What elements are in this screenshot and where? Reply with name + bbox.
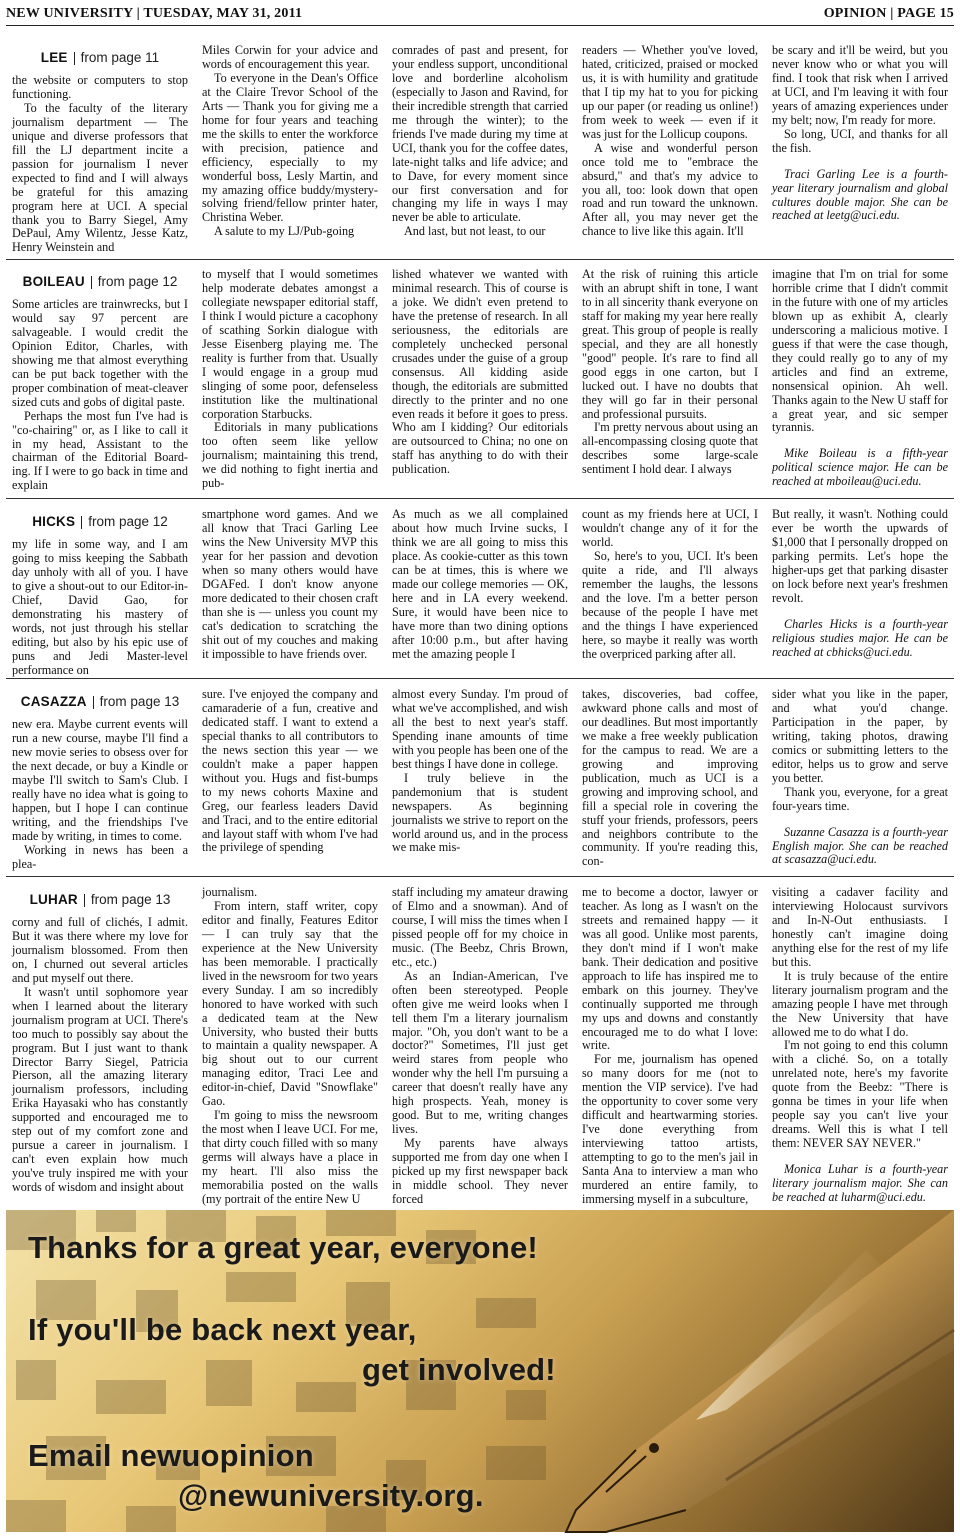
article-column xyxy=(772,688,948,866)
section-separator xyxy=(6,259,954,260)
jump-line xyxy=(12,690,188,714)
article-column xyxy=(772,44,948,250)
jump-author-name: LUHAR xyxy=(29,892,78,908)
jump-line xyxy=(12,510,188,534)
article-column xyxy=(772,268,948,488)
paragraph: Miles Corwin for your advice and words of encouragement this year. xyxy=(202,43,378,71)
paragraph: Perhaps the most fun I've had is "co-chairing" or, as I like to call it in my head, Assistant to the chairman of the Editorial Board-ing. If I were to go back in time and explain xyxy=(12,408,188,493)
paragraph: corny and full of clichés, I admit. But it was there where my love for journalism blossomed. From then on, I churned out several articles and put myself out there. xyxy=(12,915,188,985)
article-casazza xyxy=(6,687,954,871)
section-separator xyxy=(6,876,954,877)
paragraph: A wise and wonderful person once told me to "embrace the absurd," and that's my advice to you all, too: look down that open road and run toward the unknown. After all, you may never get the chance to live like this again. It'll xyxy=(582,140,758,239)
article-column xyxy=(392,688,568,866)
article-column xyxy=(392,44,568,250)
paragraph: I truly believe in the pandemonium that is student newspapers. As beginning journalists we strive to report on the world around us, and in the process we make mis- xyxy=(392,770,569,855)
article-column xyxy=(202,44,378,250)
paragraph: It wasn't until sophomore year when I learned about the literary journalism program at UCI. There's too much to possibly say about the program. But I just want to thank Director Barry Siegel, Patricia Pierson, all the amazing literary journalism professors, including Erika Hayasaki who has constantly supported and encouraged me to step out of my comfort zone and pursue a career in journalism. I can't even explain how much you've truly inspired me with your words of wisdom and insight about xyxy=(12,984,188,1195)
paragraph: imagine that I'm on trial for some horrible crime that I didn't commit in the future with one of my articles blown up as exhibit A, clearly underscoring a malicious motive. I guess if that were the case though, they could really go to any of my articles and find an extreme, nonsensical opinion. Ah well. Thanks again to the New U staff for a great year, and sic semper tyrannis. xyxy=(772,267,948,435)
author-bio: Mike Boileau is a fifth-year political science major. He can be reached at mboileau@uci.edu. xyxy=(772,446,948,489)
masthead-right: OPINION | PAGE 15 xyxy=(823,6,954,21)
paragraph: For me, journalism has opened so many doors for me (not to mention the VIP service). I've had the opportunity to cover some very difficult and heartwarming stories. I've done everything from interviewing tattoo artists, attempting to go to the men's jail in Santa Ana to interview a man who murdered an entire family, to immersing myself in a subculture, xyxy=(582,1052,758,1206)
paragraph: Thank you, everyone, for a great four-years time. xyxy=(772,784,948,813)
article-lee xyxy=(6,43,954,255)
jump-from-page: from page 12 xyxy=(97,274,178,290)
paragraph: smartphone word games. And we all know that Traci Garling Lee wins the New University MVP this year for her passion and devotion when so many others would have DGAFed. I don't know anyone more dedicated to their chosen craft than she is — unless you count my cat's dedication to scratching the shit out of my couches and making it impossible to have friends over. xyxy=(202,507,378,661)
ad-line-email-domain: @newuniversity.org. xyxy=(178,1478,484,1513)
ad-line-get-involved: get involved! xyxy=(362,1352,556,1387)
article-column xyxy=(12,508,188,677)
article-column xyxy=(582,508,758,668)
paragraph: So long, UCI, and thanks for all the fish. xyxy=(772,126,948,155)
jump-divider xyxy=(84,894,85,907)
jump-from-page: from page 13 xyxy=(99,694,180,710)
article-luhar xyxy=(6,886,954,1204)
jump-author-name: CASAZZA xyxy=(20,694,87,710)
author-bio: Traci Garling Lee is a fourth-year literary journalism and global cultures double major. She can be reached at leetg@uci.edu. xyxy=(772,166,948,223)
paragraph: I'm not going to end this column with a cliché. So, on a totally unrelated note, here's my favorite quote from the Beebz: "There is gonna be times in your life when people say you can't live your dreams. Well this is what I tell them: NEVER SAY NEVER." xyxy=(772,1038,948,1151)
jump-from-page: from page 13 xyxy=(90,892,171,908)
jump-divider xyxy=(93,696,94,709)
section-separator xyxy=(6,498,954,499)
article-column xyxy=(202,886,378,1204)
paragraph: To everyone in the Dean's Office at the Claire Trevor School of the Arts — Thank you for giving me a home for four years and teaching me the skills to enter the workforce with precision, patience and efficiency, especially to my wonderful boss, Lesly Martin, and my amazing office buddy/mystery-solving friend/fellow printer hater, Christina Weber. xyxy=(202,70,378,225)
article-hicks xyxy=(6,507,954,677)
author-bio: Monica Luhar is a fourth-year literary journalism major. She can be reached at luharm@uci.edu. xyxy=(772,1162,948,1205)
article-column xyxy=(12,44,188,255)
masthead-left: NEW UNIVERSITY | TUESDAY, MAY 31, 2011 xyxy=(6,6,303,21)
paragraph: Editorials in many publications too often seem like yellow journalism; maintaining this trend, we did nothing to fight inertia and pub- xyxy=(202,420,378,491)
masthead xyxy=(6,4,954,26)
jump-from-page: from page 11 xyxy=(80,50,160,66)
paragraph: Some articles are trainwrecks, but I would say 97 percent are salvageable. I would credit the Opinion Editor, Charles, with showing me that almost everything can be put back together with the proper combination of meat-cleaver sized cuts and gobs of digital paste. xyxy=(12,297,188,409)
paragraph: I'm going to miss the newsroom the most when I leave UCI. For me, that dirty couch filled with so many germs will always have a place in my heart. I'll also miss the memorabilia posted on the walls (my portrait of the entire New U xyxy=(202,1108,378,1206)
paragraph: count as my friends here at UCI, I wouldn't change any of it for the world. xyxy=(582,507,758,549)
ad-headline: Thanks for a great year, everyone! xyxy=(28,1230,538,1265)
paragraph: sure. I've enjoyed the company and camaraderie of a fun, creative and dedicated staff. I want to extend a special thanks to all contributors to the news section this year — we couldn't make a paper happen without you. Hugs and fist-bumps to my news cohorts Maxine and Greg, our fearless leaders David and Traci, and to the entire editorial and layout staff with whom I've had the privilege of spending xyxy=(202,687,378,855)
section-separator xyxy=(6,678,954,679)
article-column xyxy=(772,886,948,1204)
jump-divider xyxy=(81,516,82,529)
paragraph: journalism. xyxy=(202,885,258,899)
article-column xyxy=(582,886,758,1204)
jump-line xyxy=(12,888,188,912)
article-column xyxy=(772,508,948,668)
jump-divider xyxy=(74,52,75,65)
article-column xyxy=(202,508,378,668)
advertisement xyxy=(6,1210,954,1532)
jump-divider xyxy=(91,276,92,289)
paragraph: So, here's to you, UCI. It's been quite a ride, and I'll always remember the laughs, the lessons and the love. I'm a better person because of the people I have met and the things I have experienced here, so maybe it really was worth the overpriced parking after all. xyxy=(582,548,758,661)
article-column xyxy=(582,268,758,488)
paragraph: almost every Sunday. I'm proud of what we've accomplished, and wish all the best to next year's staff. Spending inane amounts of time with you people has been one of the best things I have done in college. xyxy=(392,687,568,771)
paragraph: As an Indian-American, I've often been stereotyped. People often give me weird looks when I tell them I'm a literary journalism major. "Oh, you don't want to be a doctor?" Sometimes, I'll just get weird stares from people who wonder why the hell I'm pursuing a career that doesn't really have any high prospects. Yeah, money is good. But to me, writing changes lives. xyxy=(392,968,568,1137)
paragraph: I'm pretty nervous about using an all-encompassing closing quote that describes some large-scale sentiment I hold dear. I always xyxy=(582,420,758,477)
fountain-pen-icon xyxy=(566,1210,954,1532)
jump-line xyxy=(12,46,188,70)
article-column xyxy=(392,508,568,668)
paragraph: And last, but not least, to our xyxy=(404,224,546,239)
paragraph: lished whatever we wanted with minimal research. This of course is a joke. We didn't even pretend to have the pretense of research. In all seriousness, the editorials are completely unchecked personal crusades under the guise of a group consensus. All kidding aside though, the editorials are submitted directly to the printer and no one even reads it before it goes to press. Who am I kidding? Our editorials are outsourced to China; no one on staff has anything to do with their publication. xyxy=(392,267,568,477)
paragraph: As much as we all complained about how much Irvine sucks, I think we are all going to miss this place. As cookie-cutter as this town can be at times, this is where we made our college memories — OK, here and in LA every weekend. Sure, it would have been nice to have more than two dining options after 10:00 p.m., but after having met the amazing people I xyxy=(392,507,568,661)
jump-from-page: from page 12 xyxy=(88,514,168,530)
paragraph: To the faculty of the literary journalism department — The unique and diverse professors that fill the LJ department incite a passion for journalism I never expected to find and I will always be grateful for this amazing program here at UCI. A special thank you to Barry Siegel, Amy DePaul, Amy Wilentz, Jesse Katz, Henry Weinstein and xyxy=(12,100,188,255)
article-column xyxy=(392,268,568,488)
paragraph: staff including my amateur drawing of Elmo and a snowman). And of course, I will miss the times when I pissed people off for my choice in music. (The Beebz, Chris Brown, etc., etc.) xyxy=(392,885,568,969)
author-bio: Charles Hicks is a fourth-year religious studies major. He can be reached at cbhicks@uci.edu. xyxy=(772,616,948,659)
paragraph: readers — Whether you've loved, hated, criticized, praised or mocked us, it is with humility and gratitude that I tip my hat to you for picking up our paper (or reading us online!) from week to week — even if it was just for the Lollicup coupons. xyxy=(582,43,758,141)
article-column xyxy=(12,886,188,1204)
paragraph: to myself that I would sometimes help moderate debates amongst a collegiate newspaper editorial staff, I think I would picture a cacophony of scathing Sorkin dialogue with Jesse Eisenberg playing me. The reality is further from that. Usually I would engage in a group mud slinging of some poor, defenseless institution like the multinational corporation Starbucks. xyxy=(202,267,378,421)
paragraph: new era. Maybe current events will run a new course, maybe I'll find a new movie series to obsess over for the next decade, or buy a Kindle or maybe I'll switch to Sam's Club. I really have no idea what is going to happen, but I hope I can continue writing, and the friendships I've made by writing, in times to come. xyxy=(12,717,188,843)
paragraph: A salute to my LJ/Pub-going xyxy=(214,224,355,239)
paragraph: visiting a cadaver facility and interviewing Holocaust survivors and In-N-Out enthusiasts. I honestly can't imagine doing anything else for the rest of my life but this. xyxy=(772,885,948,969)
paragraph: It is truly because of the entire literary journalism program and the amazing people I have met through the New University that have allowed me to do what I do. xyxy=(772,968,948,1039)
jump-line xyxy=(12,270,188,294)
paragraph: the website or computers to stop functioning. xyxy=(12,73,188,101)
article-column xyxy=(12,268,188,493)
jump-author-name: BOILEAU xyxy=(22,274,85,290)
paragraph: me to become a doctor, lawyer or teacher. As long as I wasn't on the streets and remained happy — it was all good. Unlike most parents, they don't mind if I won't make bank. Their dedication and positive approach to life has inspired me to embark on this journey. They've continually supported me through my ups and downs and constantly encouraged me to do what I love: write. xyxy=(582,885,758,1053)
paragraph: be scary and it'll be weird, but you never know who or what you will find. I took that risk when I arrived at UCI, and I'm leaving it with four years of amazing experiences under my belt; now, I'm ready for more. xyxy=(772,43,948,127)
paragraph: At the risk of ruining this article with an abrupt shift in tone, I want to in all sincerity thank everyone on staff for making my year here really great. This group of people is really special, and they are all honestly "good" people. It's rare to find all good eggs in one carton, but I lucked out. I have no doubts that they will go far in their personal and professional pursuits. xyxy=(582,267,758,421)
article-column xyxy=(202,267,378,491)
paragraph: comrades of past and present, for your endless support, unconditional love and borderline alcoholism (especially to Jason and Ravind, for their incredible strength that carried me through the winter); to the friends I've made during my time at UCI, thank you for the coffee dates, late-night talks and life advice; and to Dave, for every moment since our first conversation and for changing my life in ways I may never be able to articulate. xyxy=(392,43,568,225)
paragraph: sider what you like in the paper, and what you'd change. Participation in the paper, by writing, taking photos, drawing comics or submitting letters to the editor, helps us to grow and serve you better. xyxy=(772,687,948,785)
article-column xyxy=(582,687,758,869)
jump-author-name: LEE xyxy=(40,50,68,66)
article-column xyxy=(12,688,188,871)
paragraph: takes, discoveries, bad coffee, awkward phone calls and most of our deadlines. But most importantly we make a free weekly publication for the campus to read. We are a growing and improving publication, much as UCI is a growing and improving school, and fill a special role in covering the stuff your friends, professors, peers and neighbors contribute to the community. If you're reading this, con- xyxy=(582,687,758,869)
paragraph: my life in some way, and I am going to miss keeping the Sabbath day unholy with all of you. I have to give a shout-out to our Editor-in-Chief, David Gao, for demonstrating his mastery of words, not just through his stellar editing, but also by his epic use of puns and Jedi Master-level performance on xyxy=(12,537,188,677)
paragraph: Working in news has been a plea- xyxy=(12,842,188,871)
author-bio: Suzanne Casazza is a fourth-year English major. She can be reached at scasazza@uci.edu. xyxy=(772,824,948,867)
paragraph: My parents have always supported me from day one when I picked up my first newspaper back in middle school. They never forced xyxy=(392,1136,568,1206)
article-column xyxy=(582,44,758,250)
article-column xyxy=(202,688,378,866)
ad-line-back-next-year: If you'll be back next year, xyxy=(28,1312,417,1347)
article-boileau xyxy=(6,267,954,493)
paragraph: But really, it wasn't. Nothing could ever be worth the upwards of $1,000 that I personally dropped on parking permits. Let's hope the higher-ups get that parking disaster on lock before next year's freshmen revolt. xyxy=(772,507,948,605)
paragraph: From intern, staff writer, copy editor and finally, Features Editor — I can truly say that the experience at the New University has been memorable. I practically lived in the newsroom for two years every Sunday. I am so incredibly honored to have worked with such a dedicated team at the New University, who busted their butts to maintain a quality newspaper. A big shout out to our current managing editor, Traci Lee and editor-in-chief, David "Snowflake" Gao. xyxy=(202,898,378,1109)
article-column xyxy=(392,886,568,1204)
jump-author-name: HICKS xyxy=(32,514,76,530)
ad-line-email: Email newuopinion xyxy=(28,1438,314,1473)
